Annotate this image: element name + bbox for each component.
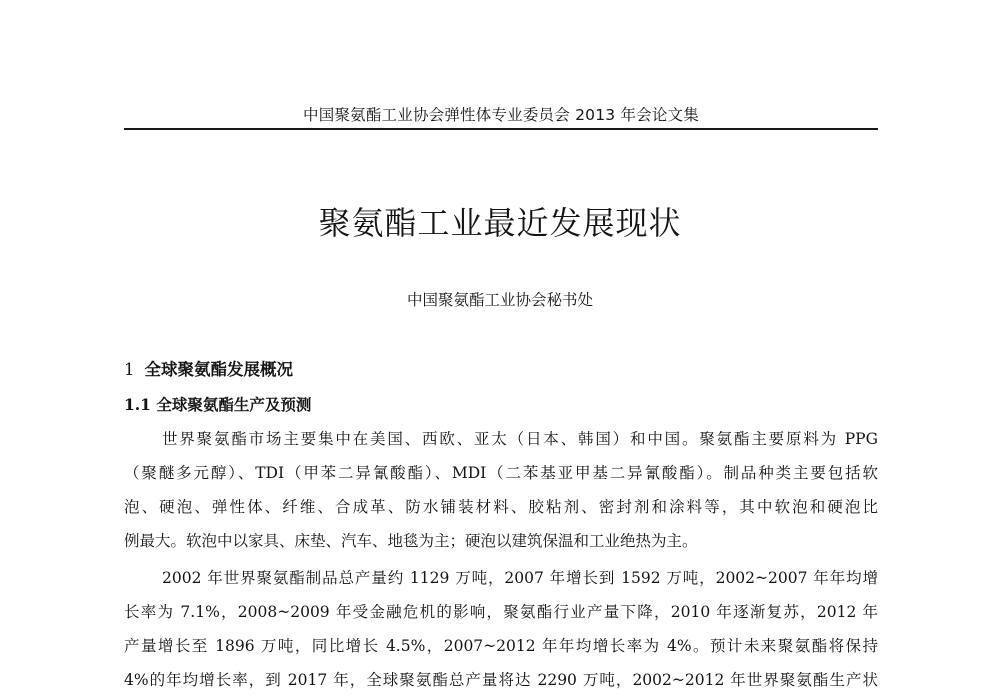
running-header-title: 中国聚氨酯工业协会弹性体专业委员会 2013 年会论文集 — [303, 106, 699, 124]
paragraph-line: 例最大。软泡中以家具、床垫、汽车、地毯为主；硬泡以建筑保温和工业绝热为主。 — [124, 532, 698, 550]
paragraph-line: 4%的年均增长率，到 2017 年，全球聚氨酯总产量将达 2290 万吨，2002~2012 年世界聚氨酯生产状 — [124, 671, 878, 689]
paragraph-line: 泡、硬泡、弹性体、纤维、合成革、防水铺装材料、胶粘剂、密封剂和涂料等，其中软泡和硬泡比 — [124, 498, 878, 516]
paper-author: 中国聚氨酯工业协会秘书处 — [406, 291, 593, 309]
paragraph-line: （聚醚多元醇）、TDI（甲苯二异氰酸酯）、MDI（二苯基亚甲基二异氰酸酯）。制品种类主要包括软 — [124, 464, 878, 482]
paragraph-line: 世界聚氨酯市场主要集中在美国、西欧、亚太（日本、韩国）和中国。聚氨酯主要原料为 PPG — [162, 430, 878, 448]
section-number: 1 — [124, 360, 135, 379]
header-rule — [124, 128, 878, 130]
paragraph-line: 产量增长至 1896 万吨，同比增长 4.5%，2007~2012 年年均增长率为 4%。预计未来聚氨酯将保持 — [124, 637, 878, 655]
paragraph-line: 2002 年世界聚氨酯制品总产量约 1129 万吨，2007 年增长到 1592 万吨，2002~2007 年年均增 — [162, 569, 878, 587]
section-heading-text: 全球聚氨酯发展概况 — [144, 360, 293, 379]
paragraph-line: 长率为 7.1%，2008~2009 年受金融危机的影响，聚氨酯行业产量下降，2010 年逐渐复苏，2012 年 — [124, 603, 878, 621]
subsection-heading: 1.1 全球聚氨酯生产及预测 — [124, 395, 312, 414]
section-heading — [124, 356, 293, 380]
paragraph-intro — [124, 422, 878, 558]
paper-title: 聚氨酯工业最近发展现状 — [318, 204, 682, 242]
paragraph-production — [124, 561, 878, 697]
